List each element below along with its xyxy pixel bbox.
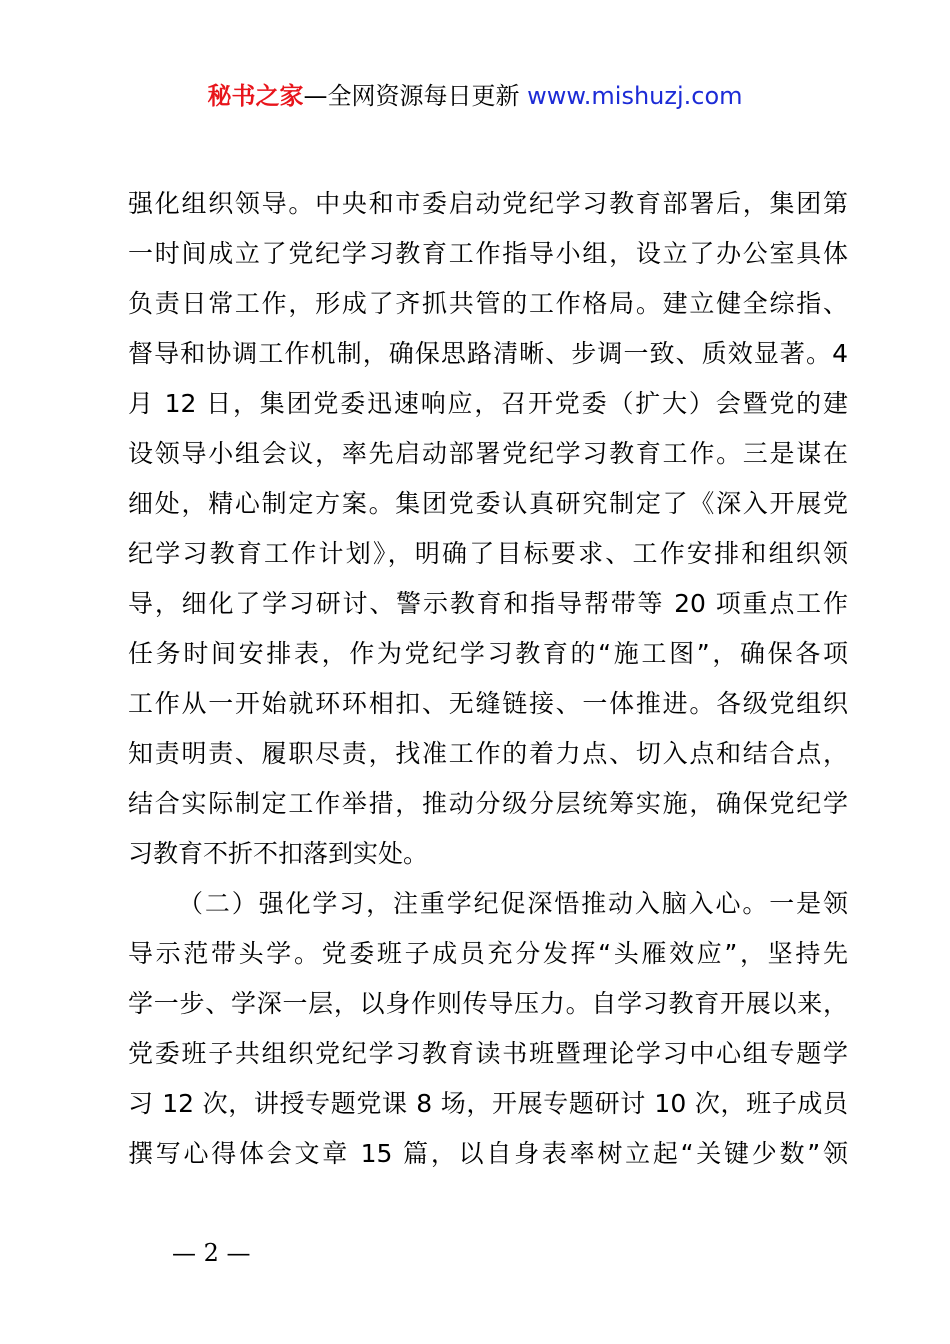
site-header-banner [0, 80, 950, 112]
text-line: 细处，精心制定方案。集团党委认真研究制定了《深入开展党 [128, 489, 848, 518]
text-line: 一时间成立了党纪学习教育工作指导小组，设立了办公室具体 [128, 239, 848, 268]
text-line: 党委班子共组织党纪学习教育读书班暨理论学习中心组专题学 [128, 1039, 848, 1068]
text-line: 强化组织领导。中央和市委启动党纪学习教育部署后，集团第 [128, 189, 848, 218]
text-line: 导，细化了学习研讨、警示教育和指导帮带等 20 项重点工作 [128, 589, 848, 618]
text-line: 知责明责、履职尽责，找准工作的着力点、切入点和结合点， [128, 739, 848, 768]
text-line: 撰写心得体会文章 15 篇，以自身表率树立起“关键少数”领 [128, 1139, 848, 1168]
text-line: 月 12 日，集团党委迅速响应，召开党委（扩大）会暨党的建 [128, 389, 848, 418]
text-line: （二）强化学习，注重学纪促深悟推动入脑入心。一是领 [178, 889, 848, 918]
header-tagline: —全网资源每日更新 [303, 82, 528, 110]
text-line: 督导和协调工作机制，确保思路清晰、步调一致、质效显著。4 [128, 339, 848, 368]
text-line: 习教育不折不扣落到实处。 [128, 839, 429, 868]
text-line: 工作从一开始就环环相扣、无缝链接、一体推进。各级党组织 [128, 689, 848, 718]
text-line: 结合实际制定工作举措，推动分级分层统筹实施，确保党纪学 [128, 789, 848, 818]
paragraph-1 [128, 179, 848, 879]
text-line: 纪学习教育工作计划》，明确了目标要求、工作安排和组织领 [128, 539, 848, 568]
text-line: 任务时间安排表，作为党纪学习教育的“施工图”，确保各项 [128, 639, 848, 668]
page-number: — 2 — [172, 1239, 251, 1267]
text-line: 导示范带头学。党委班子成员充分发挥“头雁效应”，坚持先 [128, 939, 848, 968]
header-url: www.mishuzj.com [527, 82, 743, 110]
text-line: 习 12 次，讲授专题党课 8 场，开展专题研讨 10 次，班子成员 [128, 1089, 848, 1118]
document-body [128, 179, 848, 1179]
paragraph-2 [128, 879, 848, 1179]
text-line: 负责日常工作，形成了齐抓共管的工作格局。建立健全综指、 [128, 289, 848, 318]
header-brand: 秘书之家 [207, 82, 304, 110]
text-line: 学一步、学深一层，以身作则传导压力。自学习教育开展以来， [128, 989, 848, 1018]
text-line: 设领导小组会议，率先启动部署党纪学习教育工作。三是谋在 [128, 439, 848, 468]
